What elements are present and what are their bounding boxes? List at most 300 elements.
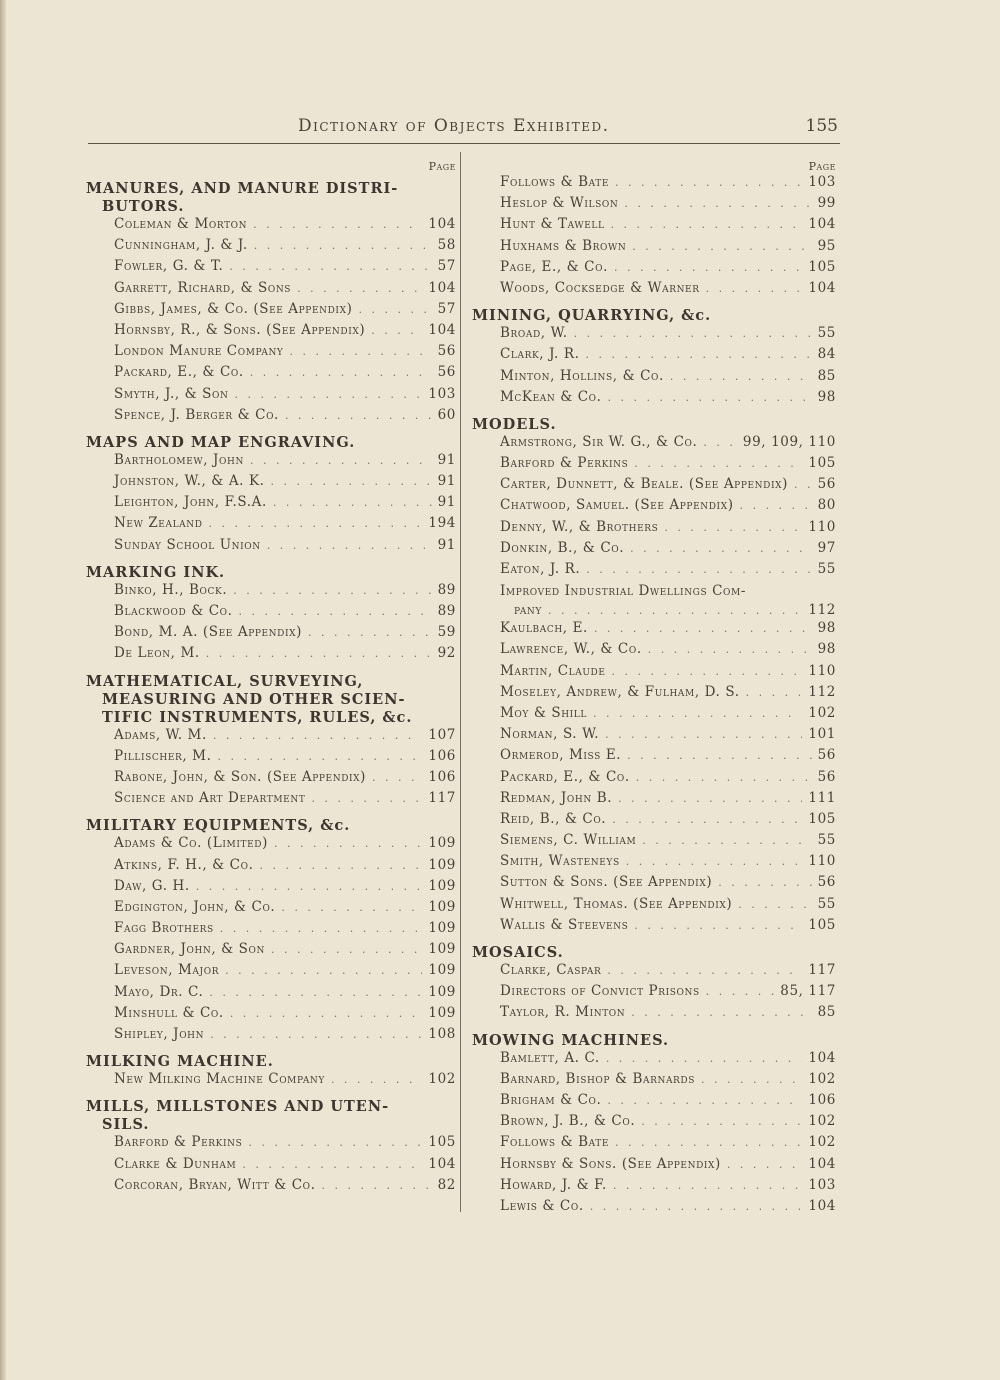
entry-name: Clarke & Dunham: [114, 1155, 237, 1172]
index-entry: [472, 325, 836, 346]
section-heading-line: SILS.: [102, 1116, 150, 1134]
entry-page: 55: [817, 832, 836, 849]
leader-dots: [632, 240, 811, 253]
leader-dots: [210, 1028, 422, 1041]
entry-page: 102: [808, 704, 836, 721]
leader-dots: [220, 922, 423, 935]
entry-page: 56: [817, 874, 836, 891]
entry-page: 117: [808, 962, 836, 978]
leader-dots: [271, 943, 422, 956]
entry-page: 103: [428, 385, 456, 402]
leader-dots: [612, 665, 803, 678]
entry-name: Corcoran, Bryan, Witt & Co.: [114, 1176, 316, 1193]
leader-dots: [271, 475, 432, 488]
entry-name: Barford & Perkins: [500, 455, 629, 472]
leader-dots: [746, 686, 803, 699]
entry-name: Brigham & Co.: [500, 1091, 602, 1108]
index-entry: [472, 434, 836, 455]
leader-dots: [281, 901, 422, 914]
index-entry: [86, 1156, 456, 1177]
index-entry: [472, 280, 836, 301]
index-entry: [86, 984, 456, 1005]
entry-page: 105: [808, 258, 836, 275]
entry-page: 105: [808, 810, 836, 827]
entry-page: 194: [428, 515, 456, 532]
index-entry: [86, 280, 456, 301]
entry-page: 109: [428, 920, 456, 937]
leader-dots: [209, 986, 422, 999]
entry-name: Sunday School Union: [114, 536, 261, 553]
leader-dots: [740, 499, 812, 512]
index-entry: [472, 726, 836, 747]
entry-page: 98: [817, 388, 836, 405]
leader-dots: [289, 345, 431, 358]
entry-name: Leveson, Major: [114, 962, 220, 979]
leader-dots: [297, 282, 422, 295]
index-entry: [472, 769, 836, 790]
leader-dots: [706, 282, 803, 295]
entry-page: 85: [817, 1004, 836, 1021]
leader-dots: [242, 1158, 422, 1171]
index-entry: [472, 582, 836, 620]
leader-dots: [322, 1179, 432, 1192]
index-entry: [472, 1071, 836, 1092]
entry-name: Daw, G. H.: [114, 877, 190, 894]
entry-name: Gibbs, James, & Co. (See Appendix): [114, 300, 353, 317]
leader-dots: [626, 855, 803, 868]
entry-page: 98: [817, 641, 836, 658]
entry-page: 102: [428, 1071, 456, 1088]
section-heading-line: MARKING INK.: [86, 563, 226, 581]
entry-page: 106: [808, 1091, 836, 1108]
entry-name: Moseley, Andrew, & Fulham, D. S.: [500, 683, 740, 700]
right-column: [472, 160, 836, 1219]
index-entry: [472, 476, 836, 497]
entry-name: Huxhams & Brown: [500, 237, 627, 254]
entry-page: 56: [817, 476, 836, 493]
entry-name: Cunningham, J. & J.: [114, 237, 248, 254]
leader-dots: [631, 1006, 811, 1019]
index-entry: [86, 1134, 456, 1155]
index-entry: [86, 386, 456, 407]
entry-page: 108: [428, 1026, 456, 1042]
leader-dots: [627, 749, 811, 762]
entry-page: 109: [428, 941, 456, 958]
entry-page: 111: [808, 789, 836, 806]
leader-dots: [641, 1115, 802, 1128]
entry-page: 109: [428, 835, 456, 852]
index-entry: [86, 343, 456, 364]
entry-name: Kaulbach, E.: [500, 620, 588, 637]
index-entry: [86, 603, 456, 624]
section-heading-line: MAPS AND MAP ENGRAVING.: [86, 433, 356, 451]
index-entry: [86, 1005, 456, 1026]
section-heading: [86, 817, 456, 835]
entry-name: Ormerod, Miss E.: [500, 747, 622, 764]
entry-page: 104: [808, 1197, 836, 1214]
leader-dots: [230, 1007, 423, 1020]
index-entry: [472, 519, 836, 540]
entry-name: Directors of Convict Prisons: [500, 983, 700, 1000]
entry-name: New Zealand: [114, 515, 203, 532]
entry-page: 92: [437, 645, 456, 662]
leader-dots: [738, 898, 811, 911]
leader-dots: [615, 176, 802, 189]
leader-dots: [586, 348, 812, 361]
entry-name: Leighton, John, F.S.A.: [114, 494, 267, 511]
entry-name: Whitwell, Thomas. (See Appendix): [500, 895, 733, 912]
leader-dots: [593, 707, 802, 720]
section-heading-line: MINING, QUARRYING, &c.: [472, 307, 712, 325]
index-entry: [472, 832, 836, 853]
index-entry: [472, 790, 836, 811]
leader-dots: [636, 771, 812, 784]
entry-page: 112: [808, 683, 836, 700]
entry-name: Howard, J. & F.: [500, 1176, 607, 1193]
leader-dots: [225, 964, 422, 977]
entry-name: Fowler, G. & T.: [114, 258, 224, 275]
leader-dots: [274, 837, 422, 850]
entry-name: Blackwood & Co.: [114, 603, 233, 619]
index-entry: [472, 811, 836, 832]
leader-dots: [273, 496, 432, 509]
leader-dots: [634, 919, 802, 932]
index-entry: [86, 878, 456, 899]
leader-dots: [233, 584, 431, 597]
index-entry: [86, 1026, 456, 1047]
entry-page: 89: [437, 603, 456, 619]
entry-page: 106: [428, 747, 456, 764]
leader-dots: [250, 454, 432, 467]
section-heading-line: TIFIC INSTRUMENTS, RULES, &c.: [102, 708, 413, 726]
section-heading-line: MILKING MACHINE.: [86, 1053, 274, 1071]
index-entry: [472, 1092, 836, 1113]
entry-page: 82: [437, 1176, 456, 1193]
leader-dots: [706, 985, 775, 998]
entry-page: 109: [428, 983, 456, 1000]
leader-dots: [371, 324, 422, 337]
index-entry: [86, 301, 456, 322]
index-entry: [86, 920, 456, 941]
entry-page: 57: [437, 258, 456, 275]
entry-name: Spence, J. Berger & Co.: [114, 406, 279, 423]
entry-name: Brown, J. B., & Co.: [500, 1113, 636, 1130]
entry-name: Improved Industrial Dwellings Com-: [500, 583, 747, 600]
entry-page: 105: [428, 1134, 456, 1151]
entry-name: Martin, Claude: [500, 662, 606, 679]
entry-name: Rabone, John, & Son. (See Appendix): [114, 768, 367, 785]
index-entry: [472, 174, 836, 195]
entry-page: 109: [428, 1004, 456, 1021]
entry-name: Barnard, Bishop & Barnards: [500, 1070, 695, 1087]
index-entry: [472, 259, 836, 280]
leader-dots: [548, 601, 802, 620]
leader-dots: [213, 729, 423, 742]
index-entry: [472, 455, 836, 476]
entry-name: Science and Art Department: [114, 790, 306, 807]
entry-page: 106: [428, 768, 456, 785]
leader-dots: [218, 750, 423, 763]
entry-name: Bamlett, A. C.: [500, 1049, 600, 1066]
entry-name: Bond, M. A. (See Appendix): [114, 624, 303, 641]
leader-dots: [718, 876, 811, 889]
leader-dots: [614, 261, 802, 274]
index-entry: [472, 346, 836, 367]
entry-page: 102: [808, 1134, 836, 1151]
entry-name: Hornsby & Sons. (See Appendix): [500, 1155, 721, 1172]
entry-page: 55: [817, 895, 836, 912]
entry-page: 104: [808, 1155, 836, 1172]
entry-page: 57: [437, 300, 456, 317]
entry-page: 55: [817, 325, 836, 342]
entry-page: 107: [428, 726, 456, 743]
index-entry: [472, 238, 836, 259]
entry-page: 89: [437, 581, 456, 598]
section-heading-line: MEASURING AND OTHER SCIEN-: [102, 690, 406, 708]
entry-name: Gardner, John, & Son: [114, 941, 265, 958]
column-divider: [460, 152, 461, 1212]
index-entry: [472, 684, 836, 705]
entry-page: 103: [808, 174, 836, 190]
leader-dots: [239, 605, 432, 618]
index-entry: [86, 727, 456, 748]
leader-dots: [574, 327, 812, 340]
leader-dots: [612, 813, 802, 826]
entry-name: Donkin, B., & Co.: [500, 539, 625, 556]
section-heading: [472, 1032, 836, 1050]
entry-name: Wallis & Steevens: [500, 916, 629, 933]
index-entry: [86, 515, 456, 536]
leader-dots: [608, 391, 812, 404]
entry-page: 105: [808, 916, 836, 933]
entry-page: 91: [437, 451, 456, 468]
index-entry: [86, 582, 456, 603]
leader-dots: [267, 539, 432, 552]
index-entry: [472, 1050, 836, 1071]
entry-page: 84: [817, 346, 836, 363]
section-heading: [472, 944, 836, 962]
entry-page: 104: [428, 279, 456, 296]
entry-page: 109: [428, 877, 456, 894]
entry-name: Follows & Bate: [500, 1134, 609, 1151]
page-binding-edge: [0, 0, 6, 1380]
entry-name: Denny, W., & Brothers: [500, 518, 659, 535]
index-entry: [472, 983, 836, 1004]
leader-dots: [727, 1158, 803, 1171]
entry-page: 102: [808, 1113, 836, 1130]
index-entry: [86, 258, 456, 279]
index-entry: [86, 452, 456, 473]
entry-page: 109: [428, 962, 456, 979]
entry-name: Mayo, Dr. C.: [114, 983, 204, 1000]
section-heading-line: MOSAICS.: [472, 944, 564, 961]
section-heading: [86, 434, 456, 452]
entry-page: 104: [808, 1049, 836, 1066]
entry-name: London Manure Company: [114, 343, 284, 360]
running-header: [88, 116, 840, 142]
leader-dots: [248, 1136, 422, 1149]
entry-name-continued: pany: [514, 602, 542, 619]
entry-page: 85: [817, 367, 836, 384]
entry-name: Clark, J. R.: [500, 346, 580, 363]
section-heading-line: MILLS, MILLSTONES AND UTEN-: [86, 1098, 390, 1116]
entry-name: Barford & Perkins: [114, 1134, 243, 1151]
index-entry: [472, 962, 836, 983]
entry-page: 91: [437, 494, 456, 511]
entry-page: 110: [808, 662, 836, 679]
entry-name: Lawrence, W., & Co.: [500, 641, 642, 658]
entry-name: Minton, Hollins, & Co.: [500, 367, 664, 384]
leader-dots: [670, 370, 812, 383]
entry-name: McKean & Co.: [500, 388, 602, 405]
index-entry: [472, 540, 836, 561]
entry-page: 56: [817, 768, 836, 785]
leader-dots: [615, 1136, 802, 1149]
index-entry: [472, 216, 836, 237]
entry-page: 102: [808, 1070, 836, 1087]
entry-page: 110: [808, 853, 836, 870]
index-entry: [86, 790, 456, 811]
entry-page: 99: [817, 195, 836, 212]
leader-dots: [259, 859, 422, 872]
entry-name: Garrett, Richard, & Sons: [114, 279, 292, 296]
entry-page: 110: [808, 518, 836, 535]
leader-dots: [624, 197, 811, 210]
leader-dots: [253, 218, 422, 231]
entry-name: Packard, E., & Co.: [500, 768, 630, 785]
section-heading-line: MOWING MACHINES.: [472, 1031, 670, 1049]
index-entry: [472, 1113, 836, 1134]
index-entry: [472, 874, 836, 895]
index-entry: [472, 641, 836, 662]
entry-name: Packard, E., & Co.: [114, 364, 244, 381]
entry-page: 117: [428, 790, 456, 807]
entry-page: 60: [437, 406, 456, 423]
page-column-label: Page: [808, 160, 836, 173]
index-entry: [472, 1004, 836, 1025]
left-column: [86, 160, 456, 1198]
entry-name: Fagg Brothers: [114, 920, 214, 937]
entry-page: 80: [817, 497, 836, 514]
index-entry: [472, 561, 836, 582]
index-entry: [86, 322, 456, 343]
entry-name: Sutton & Sons. (See Appendix): [500, 874, 713, 891]
leader-dots: [229, 260, 431, 273]
entry-name: Shipley, John: [114, 1026, 205, 1042]
leader-dots: [196, 880, 423, 893]
section-heading: [86, 180, 456, 216]
index-entry: [86, 473, 456, 494]
entry-page: 56: [817, 747, 836, 764]
leader-dots: [630, 542, 811, 555]
index-entry: [472, 195, 836, 216]
entry-name: Moy & Shill: [500, 704, 587, 721]
index-entry: [472, 389, 836, 410]
section-heading: [86, 1053, 456, 1071]
leader-dots: [607, 964, 802, 977]
index-entry: [86, 1177, 456, 1198]
entry-page: 59: [437, 624, 456, 641]
entry-name: Coleman & Morton: [114, 216, 248, 232]
leader-dots: [605, 728, 802, 741]
index-entry: [472, 747, 836, 768]
section-heading-line: MODELS.: [472, 415, 557, 433]
entry-name: Atkins, F. H., & Co.: [114, 856, 254, 873]
leader-dots: [311, 792, 422, 805]
entry-page: 58: [437, 237, 456, 254]
entry-name: Pillischer, M.: [114, 747, 212, 764]
entry-name: Norman, S. W.: [500, 726, 600, 743]
entry-page: 97: [817, 539, 836, 556]
entry-name: Woods, Cocksedge & Warner: [500, 279, 700, 296]
leader-dots: [648, 643, 812, 656]
entry-name: New Milking Machine Company: [114, 1071, 325, 1088]
index-entry: [472, 1134, 836, 1155]
index-entry: [472, 853, 836, 874]
entry-name: Edgington, John, & Co.: [114, 898, 276, 915]
leader-dots: [618, 792, 802, 805]
index-entry: [472, 1156, 836, 1177]
leader-dots: [611, 218, 803, 231]
index-entry: [86, 645, 456, 666]
entry-name: Eaton, J. R.: [500, 561, 581, 577]
entry-name: Chatwood, Samuel. (See Appendix): [500, 497, 734, 514]
entry-page: 103: [808, 1176, 836, 1193]
index-entry: [472, 896, 836, 917]
entry-page: 104: [428, 321, 456, 338]
leader-dots: [664, 521, 802, 534]
entry-page: 104: [428, 216, 456, 232]
index-entry: [472, 620, 836, 641]
index-entry: [472, 1177, 836, 1198]
entry-name: Reid, B., & Co.: [500, 810, 607, 827]
entry-page: 104: [428, 1155, 456, 1172]
index-entry: [86, 899, 456, 920]
leader-dots: [701, 1073, 802, 1086]
entry-name: Minshull & Co.: [114, 1004, 224, 1021]
entry-page: 56: [437, 364, 456, 381]
entry-continuation: [500, 601, 836, 620]
entry-page: 109: [428, 856, 456, 873]
index-entry: [86, 494, 456, 515]
index-entry: [86, 857, 456, 878]
index-entry: [86, 407, 456, 428]
entry-name: Adams & Co. (Limited): [114, 835, 268, 852]
section-heading-line: MILITARY EQUIPMENTS, &c.: [86, 817, 351, 835]
entry-name: Smith, Wasteneys: [500, 853, 620, 870]
leader-dots: [206, 647, 432, 660]
entry-page: 85, 117: [780, 983, 836, 1000]
entry-page: 56: [437, 343, 456, 360]
leader-dots: [606, 1052, 803, 1065]
leader-dots: [254, 239, 432, 252]
index-entry: [472, 663, 836, 684]
entry-name: Hunt & Tawell: [500, 216, 605, 233]
entry-page: 91: [437, 536, 456, 553]
leader-dots: [703, 436, 737, 449]
leader-dots: [607, 1094, 802, 1107]
entry-name: Redman, John B.: [500, 789, 613, 806]
entry-page: 99, 109, 110: [742, 433, 836, 450]
entry-name: Bartholomew, John: [114, 451, 244, 468]
leader-dots: [594, 622, 812, 635]
index-entry: [86, 537, 456, 558]
index-entry: [86, 962, 456, 983]
index-entry: [86, 1071, 456, 1092]
section-heading: [472, 307, 836, 325]
section-heading-line: BUTORS.: [102, 198, 185, 215]
index-entry: [472, 1198, 836, 1219]
